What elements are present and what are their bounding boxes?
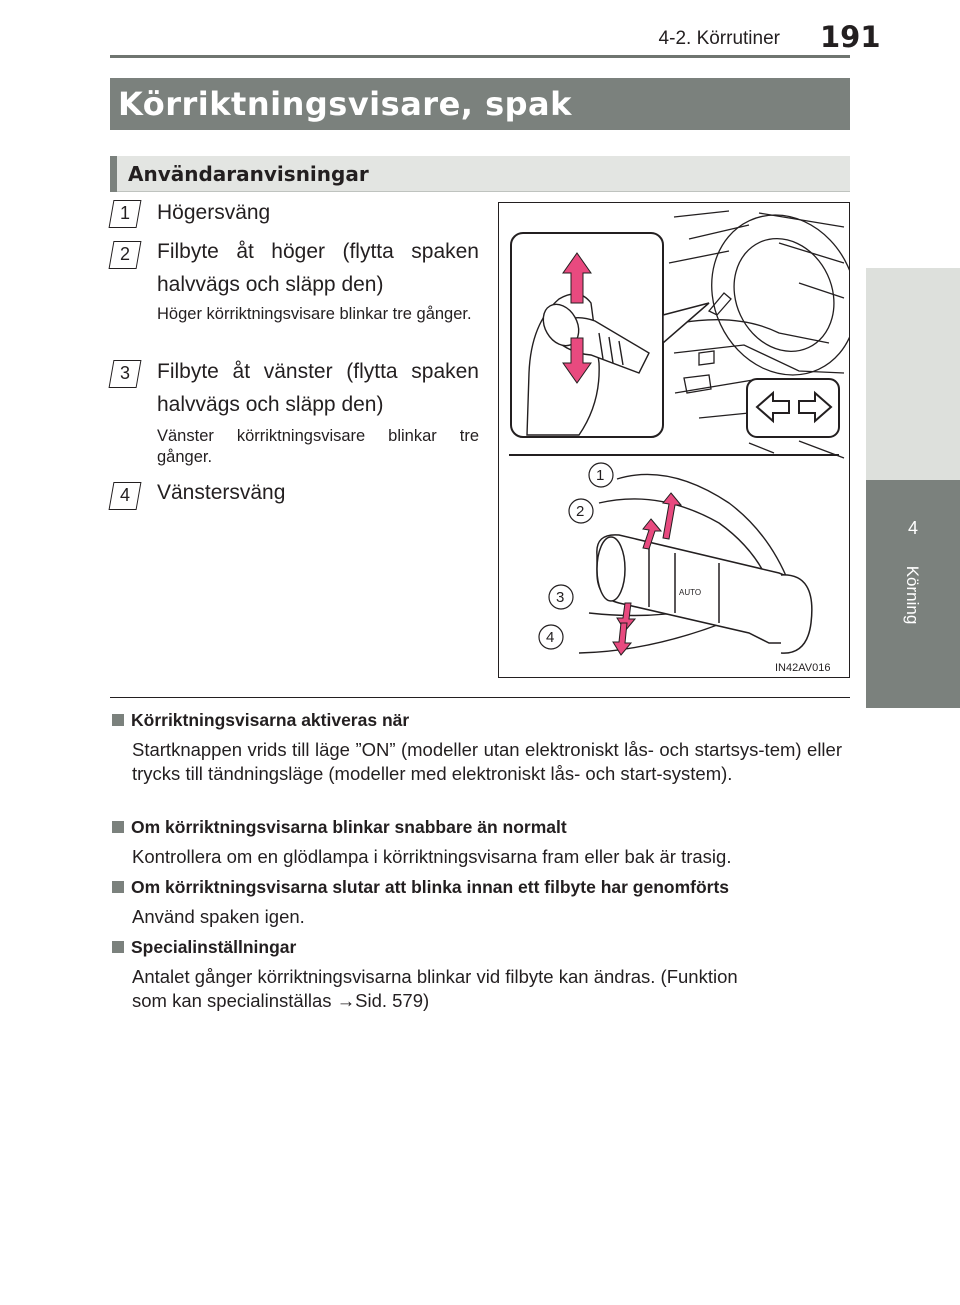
- note-heading: [112, 937, 852, 958]
- note-heading-text: Om körriktningsvisarna blinkar snabbare än normalt: [131, 817, 567, 837]
- illustration-svg: [499, 203, 849, 677]
- note-body: Startknappen vrids till läge ”ON” (modeller utan elektroniskt lås- och startsys-tem) eller trycks till tändningsläge (modeller med elektroniskt lås- och start-system).: [132, 739, 842, 784]
- note-heading-text: Körriktningsvisarna aktiveras när: [131, 710, 410, 730]
- header-rule: [110, 55, 850, 58]
- chapter-label: Körning: [903, 565, 922, 625]
- item-text: Vänstersväng: [157, 481, 286, 504]
- note-heading: [112, 817, 852, 838]
- note-heading-text: Om körriktningsvisarna slutar att blinka innan ett filbyte har genomförts: [131, 877, 730, 897]
- callout-1: 1: [596, 467, 605, 484]
- item-text: Högersväng: [157, 201, 271, 224]
- bullet-square-icon: [112, 714, 124, 726]
- item-number: 3: [114, 362, 136, 384]
- note-body: Använd spaken igen.: [132, 906, 305, 927]
- subheading-accent: [110, 156, 117, 192]
- note-body: Antalet gånger körriktningsvisarna blinkar vid filbyte kan ändras. (Funktion: [132, 966, 738, 987]
- page-title-bar: [110, 78, 850, 130]
- turn-signal-lever-illustration: [498, 202, 850, 678]
- item-number: 4: [114, 484, 136, 506]
- figure-code: IN42AV016: [775, 662, 831, 674]
- chapter-number: 4: [907, 518, 918, 538]
- item-note: Vänster körriktningsvisare blinkar tre gånger.: [157, 427, 479, 466]
- callout-4: 4: [546, 629, 555, 646]
- item-number: 1: [114, 202, 136, 224]
- subheading: Användaranvisningar: [128, 162, 369, 186]
- lever-labels: [679, 588, 701, 597]
- lever-body: [597, 535, 812, 653]
- note-heading: [112, 877, 852, 898]
- auto-label: AUTO: [679, 588, 702, 597]
- zoom-pointer: [663, 303, 709, 343]
- page-title: Körriktningsvisare, spak: [118, 85, 572, 123]
- section-title: 4-2. Körrutiner: [658, 28, 780, 49]
- note-heading-text: Specialinställningar: [131, 937, 297, 957]
- item-text: Filbyte åt vänster (flytta spaken halvvägs och släpp den): [157, 360, 479, 416]
- side-tab-top: [866, 268, 960, 480]
- item-number: 2: [114, 243, 136, 265]
- note-heading: [112, 710, 852, 731]
- note-body-line: som kan specialinställas →Sid. 579): [132, 990, 430, 1011]
- section-divider: [110, 697, 850, 698]
- item-note: Höger körriktningsvisare blinkar tre gånger.: [157, 305, 472, 323]
- subheading-bar: [110, 156, 850, 192]
- callout-3: 3: [556, 589, 565, 606]
- note-body: Kontrollera om en glödlampa i körriktningsvisarna fram eller bak är trasig.: [132, 846, 732, 867]
- bullet-square-icon: [112, 821, 124, 833]
- bullet-square-icon: [112, 881, 124, 893]
- item-text: Filbyte åt höger (flytta spaken halvvägs och släpp den): [157, 240, 479, 296]
- callout-2: 2: [576, 503, 585, 520]
- page-number: 191: [820, 20, 881, 54]
- bullet-square-icon: [112, 941, 124, 953]
